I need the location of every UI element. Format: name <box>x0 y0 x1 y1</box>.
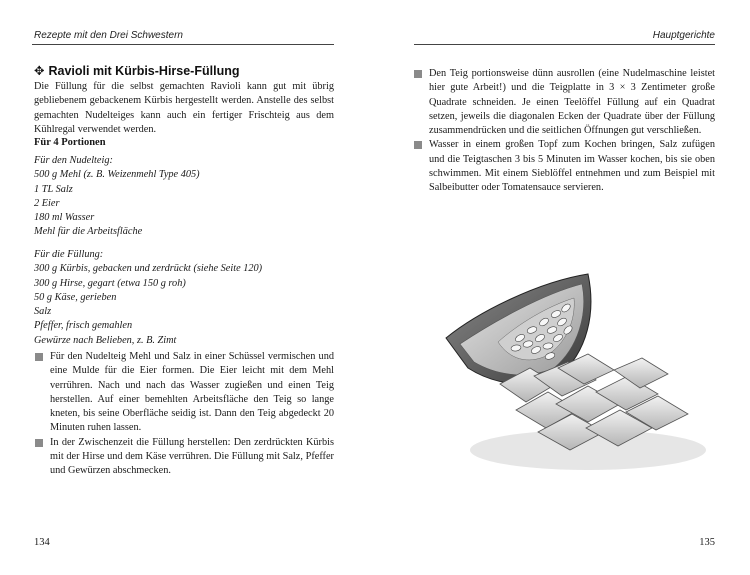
running-head-left: Rezepte mit den Drei Schwestern <box>34 30 183 41</box>
ingredient-line: 300 g Kürbis, gebacken und zerdrückt (siehe Seite 120) <box>34 263 263 275</box>
instruction-text: Den Teig portionsweise dünn ausrollen (eine Nudelmaschine leistet hier gute Arbeit!) und die Teigplatte in 3 × 3 Zentimeter große Quadrate schneiden. Je einen Teelöffel Füllung auf ein Quadrat setzen, jeweils die diagonalen Ecken der Quadrate über der Füllung zusammendrücken und die seitlichen Öffnungen gut verschließen. <box>429 68 715 137</box>
instruction-step <box>34 436 334 479</box>
instruction-step <box>413 67 715 138</box>
ingredient-line: 500 g Mehl (z. B. Weizenmehl Type 405) <box>34 169 200 181</box>
dough-ingredients <box>34 154 334 240</box>
instruction-list-left <box>34 350 334 479</box>
ingredient-line: 180 ml Wasser <box>34 212 95 224</box>
ingredient-line: Salz <box>34 306 52 318</box>
portions-heading: Für 4 Portionen <box>34 137 106 148</box>
recipe-intro: Die Füllung für die selbst gemachten Ravioli kann gut mit übrig gebliebenem gebackenem Kürbis hergestellt werden. Anstelle des selbst gemachten Nudelteiges kann auch ein fertiger Frischteig aus dem Kühlregal verwendet werden. <box>34 81 334 135</box>
square-bullet-icon <box>414 141 422 149</box>
instruction-step <box>34 350 334 436</box>
instruction-step <box>413 138 715 195</box>
page-number-right: 135 <box>699 537 715 548</box>
header-rule-left <box>32 44 334 45</box>
filling-ingredients <box>34 248 334 348</box>
ingredient-line: 300 g Hirse, gegart (etwa 150 g roh) <box>34 277 186 289</box>
ingredient-line: 2 Eier <box>34 197 60 209</box>
running-head-right: Hauptgerichte <box>652 30 715 41</box>
pumpkin-ravioli-illustration <box>438 272 708 482</box>
instruction-text: Wasser in einem großen Topf zum Kochen bringen, Salz zufügen und die Teigtaschen 3 bis 5 Minuten im Wasser kochen, bis sie oben schwimmen. Mit einem Sieblöffel entnehmen und zum Beispiel mit Salbeibutter oder Tomatensauce servieren. <box>429 139 715 194</box>
ornament-icon: ✥ <box>34 64 45 78</box>
square-bullet-icon <box>35 353 43 361</box>
ingredient-line: Mehl für die Arbeitsfläche <box>34 226 143 238</box>
square-bullet-icon <box>414 70 422 78</box>
page-number-left: 134 <box>34 537 50 548</box>
instruction-text: In der Zwischenzeit die Füllung herstellen: Den zerdrückten Kürbis mit der Hirse und dem Käse verrühren. Die Füllung mit Salz, Pfeffer und Gewürzen abschmecken. <box>50 436 334 477</box>
ingredient-line: Pfeffer, frisch gemahlen <box>34 320 133 332</box>
ingredient-line: 1 TL Salz <box>34 183 73 195</box>
recipe-title-text: Ravioli mit Kürbis-Hirse-Füllung <box>48 64 240 78</box>
square-bullet-icon <box>35 439 43 447</box>
ingredient-heading: Für die Füllung: <box>34 249 104 260</box>
ingredient-line: 50 g Käse, gerieben <box>34 291 117 303</box>
instruction-list-right <box>413 67 715 196</box>
instruction-text: Für den Nudelteig Mehl und Salz in einer Schüssel vermischen und eine Mulde für die Eier formen. Die Eier leicht mit dem Mehl verrühren. Nach und nach das Wasser zugießen und einen Teig herstellen. Auf einer bemehlten Arbeitsfläche den Teig so lange kneten, bis seine Oberfläche seidig ist. Dann den Teig abgedeckt 20 Minuten ruhen lassen. <box>50 351 334 434</box>
ingredient-line: Gewürze nach Belieben, z. B. Zimt <box>34 334 177 346</box>
ingredient-heading: Für den Nudelteig: <box>34 155 113 166</box>
recipe-title <box>34 63 239 78</box>
header-rule-right <box>414 44 715 45</box>
